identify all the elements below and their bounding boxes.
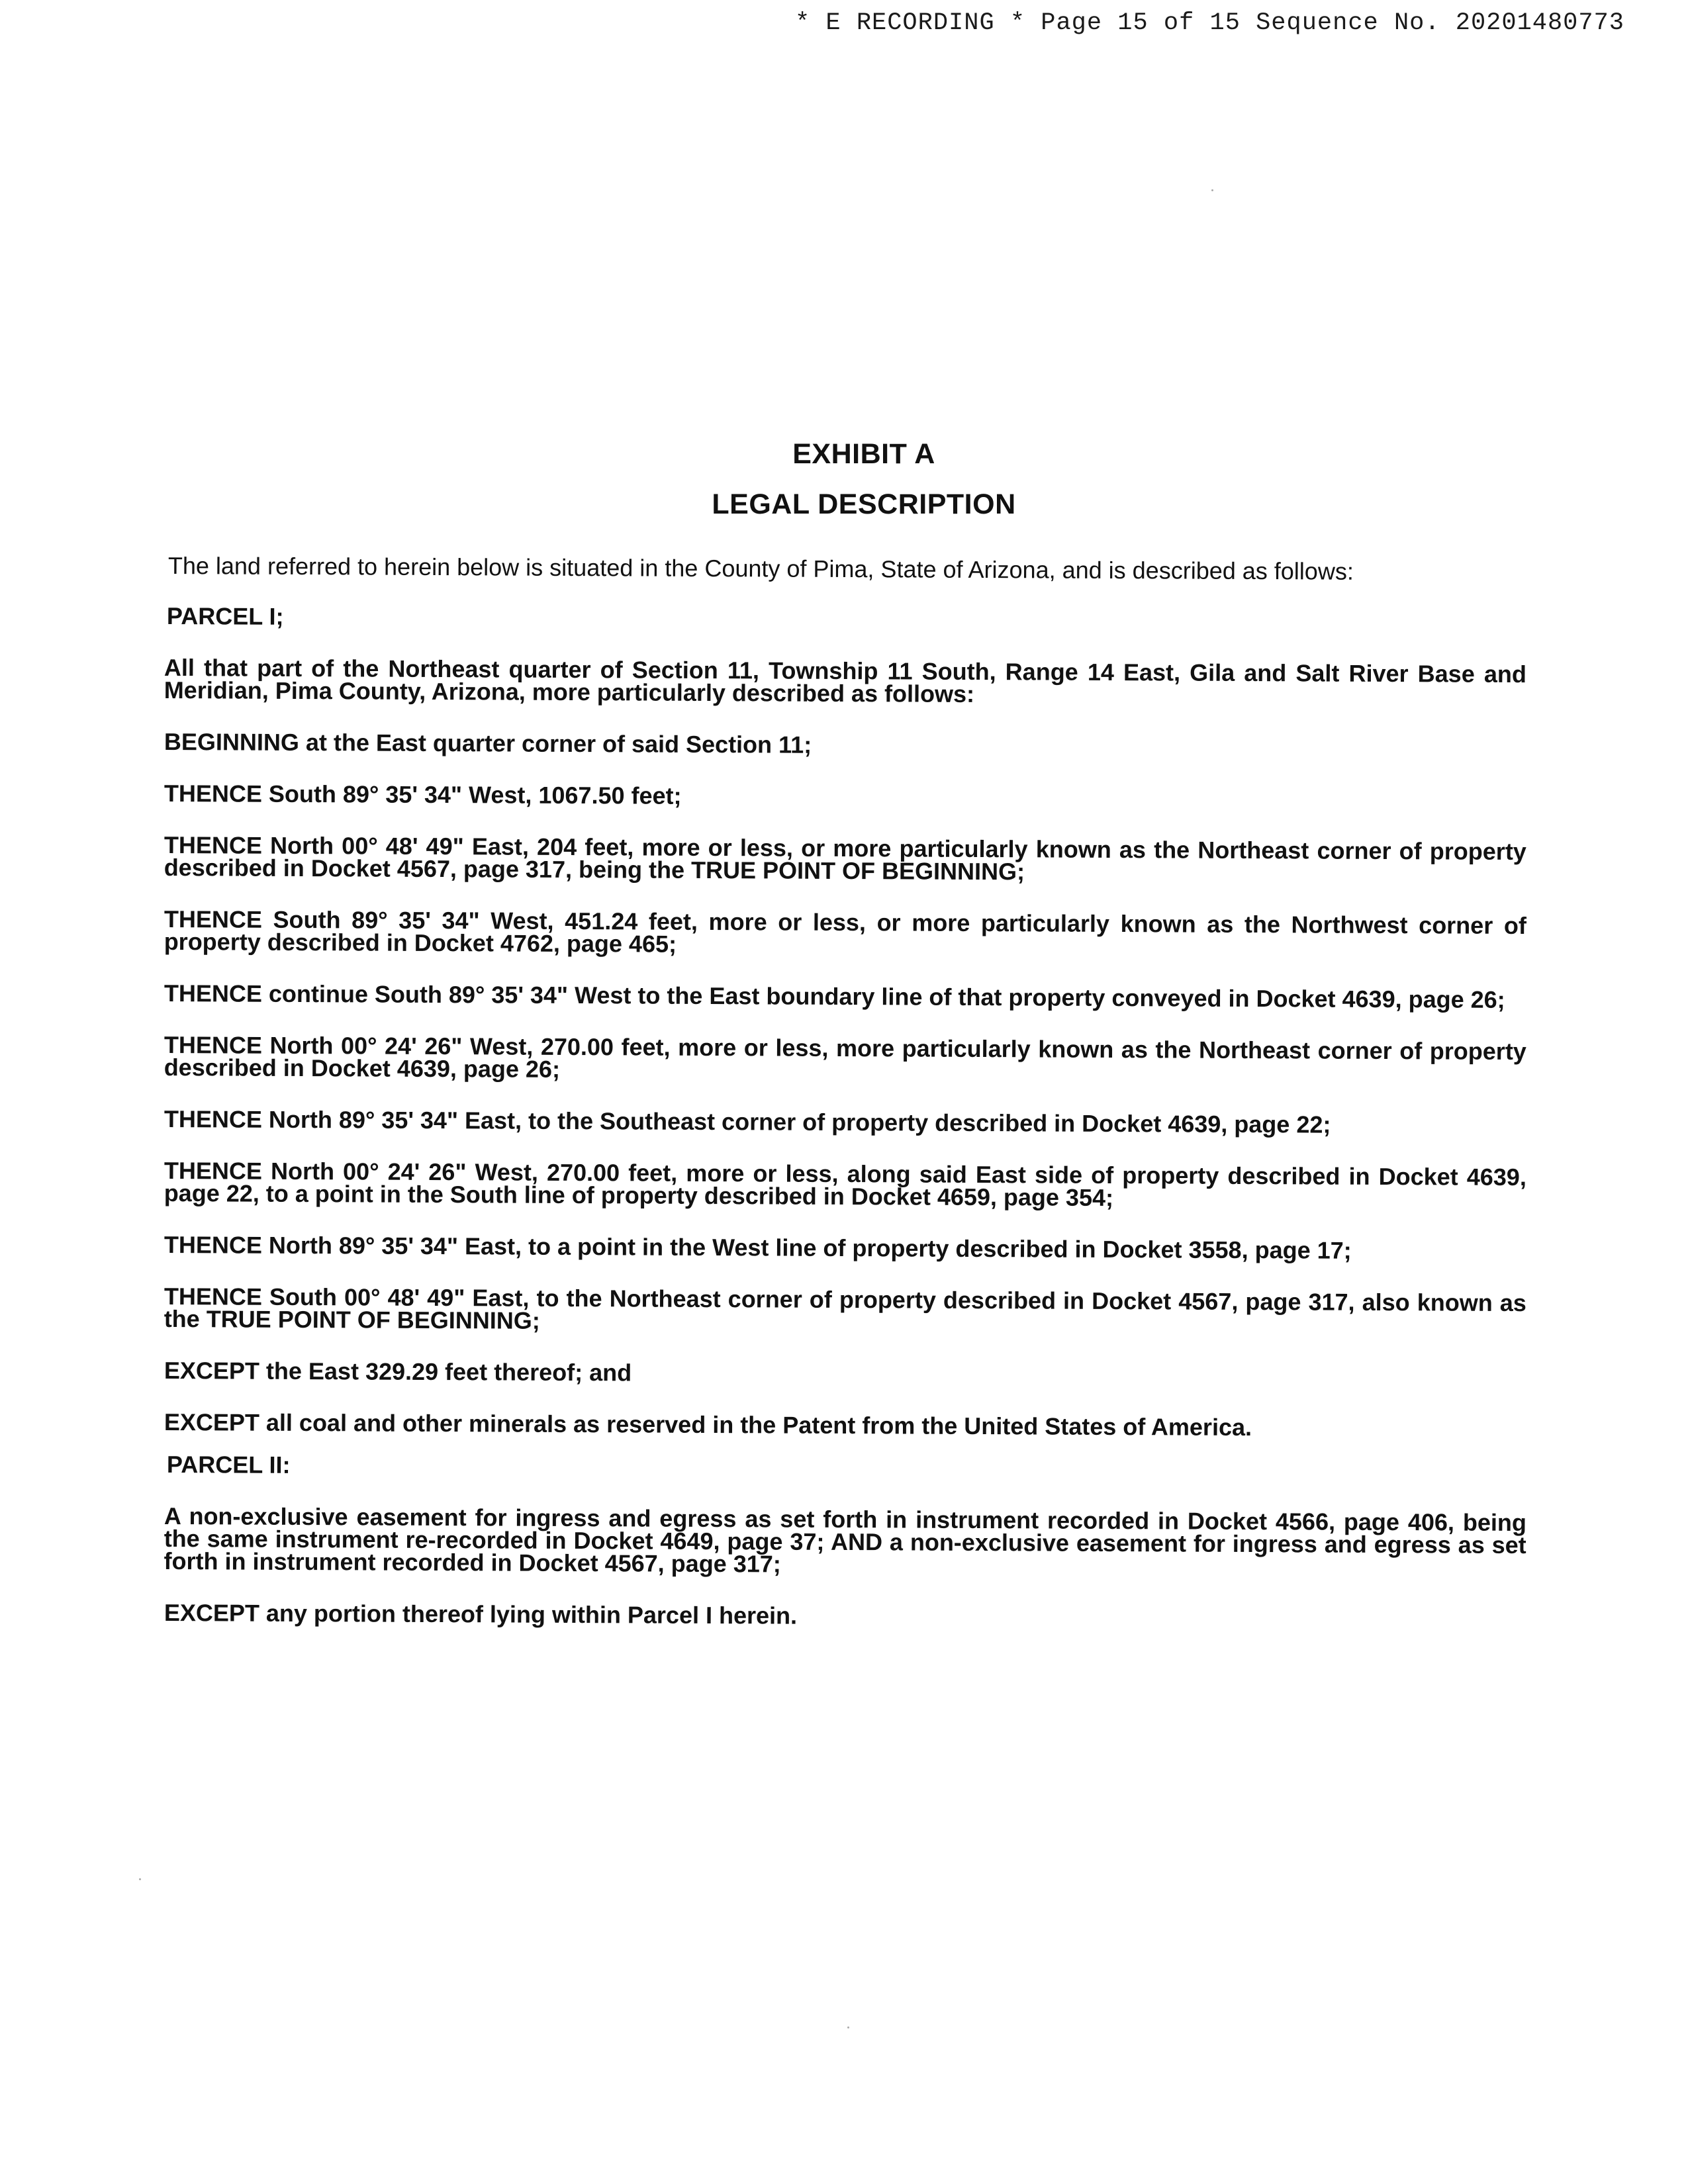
scan-speck: [1211, 189, 1213, 191]
parcel-1-paragraph: All that part of the Northeast quarter of Section 11, Township 11 South, Range 14 East, Gila and Salt River Base and Meridian, Pima County, Arizona, more particularly described as follows:: [164, 654, 1526, 707]
parcel-1-heading: PARCEL I;: [166, 602, 284, 630]
intro-paragraph: The land referred to herein below is situated in the County of Pima, State of Arizona, and is described as follows:: [167, 552, 1354, 585]
parcel-2-heading: PARCEL II:: [166, 1451, 291, 1479]
parcel-1-paragraph: THENCE continue South 89° 35' 34" West to the East boundary line of that property conveyed in Docket 4639, page 26;: [164, 979, 1505, 1013]
legal-description-body: [164, 552, 1526, 1653]
parcel-2-paragraph: A non-exclusive easement for ingress and egress as set forth in instrument recorded in Docket 4566, page 406, being the same instrument re-recorded in Docket 4649, page 37; AND a non-exclusive easement for ingress and egress as set forth in instrument recorded in Docket 4567, page 317;: [164, 1502, 1526, 1578]
parcel-1-paragraph: THENCE North 89° 35' 34" East, to a point in the West line of property described in Docket 3558, page 17;: [164, 1231, 1352, 1264]
parcel-1-paragraph: EXCEPT all coal and other minerals as reserved in the Patent from the United States of America.: [164, 1408, 1252, 1441]
exhibit-title: EXHIBIT A: [792, 438, 935, 470]
parcel-1-paragraph: THENCE North 00° 48' 49" East, 204 feet, more or less, or more particularly known as the Northeast corner of property described in Docket 4567, page 317, being the TRUE POINT OF BEGINNING;: [164, 831, 1526, 886]
exhibit-subtitle: LEGAL DESCRIPTION: [712, 488, 1016, 520]
scan-speck: [847, 2026, 849, 2028]
parcel-1-paragraph: THENCE North 00° 24' 26" West, 270.00 feet, more or less, along said East side of property described in Docket 4639, page 22, to a point in the South line of property described in Docket 4659, page 354;: [164, 1157, 1526, 1212]
parcel-1-paragraph: THENCE South 00° 48' 49" East, to the Northeast corner of property described in Docket 4567, page 317, also known as the TRUE POINT OF BEGINNING;: [164, 1283, 1526, 1334]
parcel-1-paragraph: EXCEPT the East 329.29 feet thereof; and: [164, 1357, 632, 1387]
parcel-1-paragraph: THENCE South 89° 35' 34" West, 451.24 feet, more or less, or more particularly known as the Northwest corner of property described in Docket 4762, page 465;: [164, 905, 1526, 958]
recording-header: * E RECORDING * Page 15 of 15 Sequence No. 20201480773: [795, 9, 1624, 37]
parcel-1-paragraph: THENCE South 89° 35' 34" West, 1067.50 feet;: [164, 780, 682, 809]
parcel-1-paragraph: THENCE North 00° 24' 26" West, 270.00 feet, more or less, more particularly known as the Northeast corner of property described in Docket 4639, page 26;: [164, 1031, 1526, 1083]
parcel-2-paragraph: EXCEPT any portion thereof lying within Parcel I herein.: [164, 1599, 798, 1629]
parcel-1-paragraph: BEGINNING at the East quarter corner of said Section 11;: [164, 728, 812, 758]
parcel-1-paragraph: THENCE North 89° 35' 34" East, to the Southeast corner of property described in Docket 4639, page 22;: [164, 1105, 1331, 1138]
scan-speck: [139, 1878, 141, 1880]
